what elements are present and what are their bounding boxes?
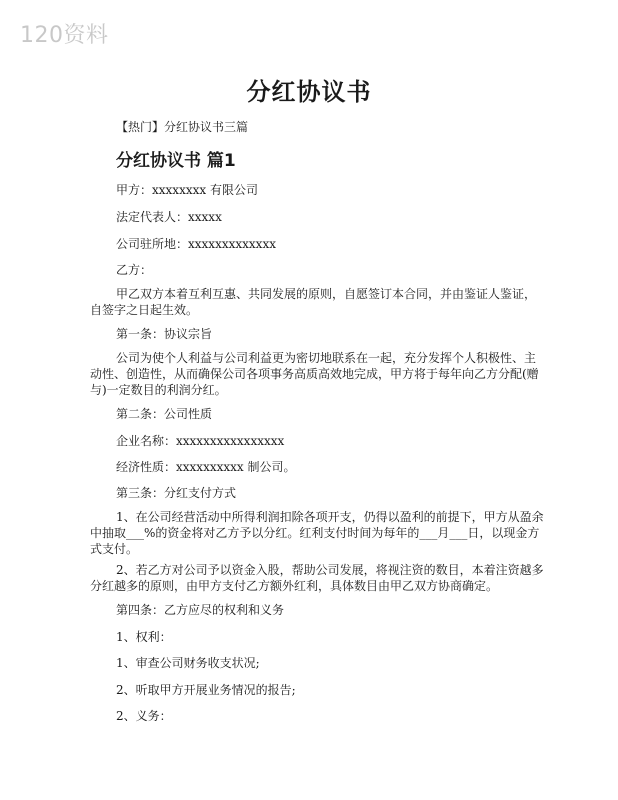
section-title: 分红协议书 篇1 [116, 151, 236, 171]
legal-rep-line: 法定代表人：xxxxx [116, 210, 222, 224]
address-line: 公司驻所地：xxxxxxxxxxxxx [116, 237, 276, 251]
document-title: 分红协议书 [246, 78, 372, 106]
article-3-title: 第三条：分红支付方式 [116, 486, 237, 500]
economic-nature-line: 经济性质：xxxxxxxxxx 制公司。 [116, 460, 296, 474]
duties-title: 2、义务： [116, 709, 172, 723]
article-2-title: 第二条：公司性质 [116, 407, 213, 421]
article-4-title: 第四条：乙方应尽的权利和义务 [116, 603, 285, 617]
article-1-title: 第一条：协议宗旨 [116, 327, 213, 341]
company-name-line: 企业名称：xxxxxxxxxxxxxxxx [116, 434, 285, 448]
document-subtitle: 【热门】分红协议书三篇 [116, 120, 249, 134]
party-a-line: 甲方：xxxxxxxx 有限公司 [116, 183, 258, 197]
party-b-line: 乙方： [116, 263, 153, 277]
right-item-1: 1、审查公司财务收支状况; [116, 656, 260, 670]
intro-paragraph: 甲乙双方本着互利互惠、共同发展的原则，自愿签订本合同，并由鉴证人鉴证，自签字之日起生效。 [90, 287, 537, 317]
watermark-logo: 120资料 [20, 23, 109, 48]
article-1-body: 公司为使个人利益与公司利益更为密切地联系在一起，充分发挥个人积极性、主动性、创造性，从而确保公司各项事务高质高效地完成，甲方将于每年向乙方分配(赠与)一定数目的利润分红。 [90, 351, 539, 397]
right-item-2: 2、听取甲方开展业务情况的报告; [116, 683, 296, 697]
rights-title: 1、权利： [116, 630, 172, 644]
article-3-para-2: 2、若乙方对公司予以资金入股，帮助公司发展，将视注资的数目，本着注资越多分红越多的原则，由甲方支付乙方额外红利，具体数目由甲乙双方协商确定。 [90, 563, 544, 593]
article-3-para-1: 1、在公司经营活动中所得利润扣除各项开支，仍得以盈利的前提下，甲方从盈余中抽取___%的资金将对乙方予以分红。红利支付时间为每年的___月___日，以现金方式支付。 [90, 510, 544, 556]
